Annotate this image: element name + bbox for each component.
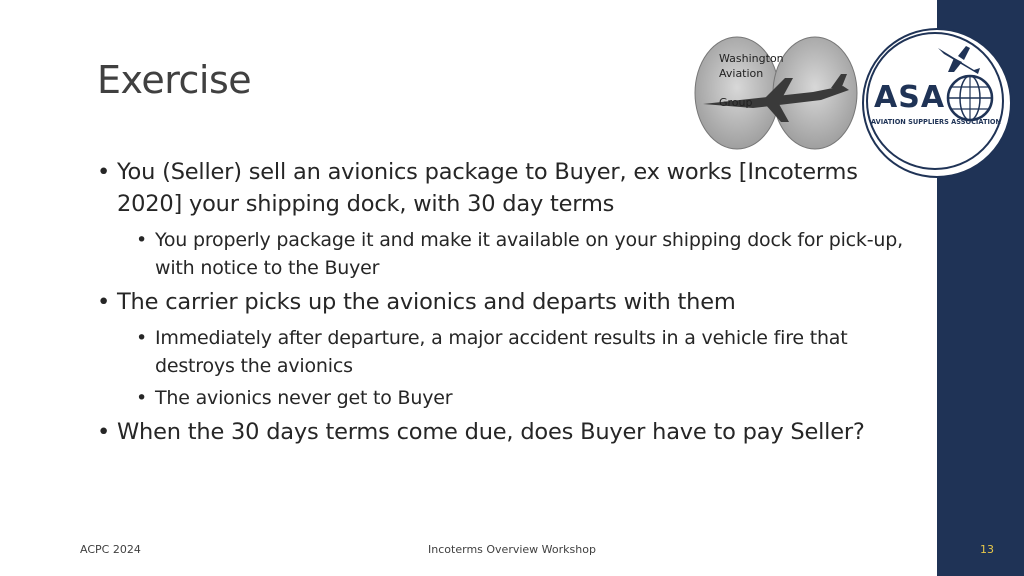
bullet-text: Immediately after departure, a major accident results in a vehicle fire that destroys the avionics [155,327,848,377]
bullet-level1 [97,156,927,220]
bullet-text: You properly package it and make it available on your shipping dock for pick-up, with notice to the Buyer [155,229,903,279]
bullet-dot: • [97,289,111,315]
wag-logo-text-line3: Group [719,96,753,109]
bullet-dot: • [136,387,148,409]
bullet-level1 [97,416,927,448]
bullet-text: When the 30 days terms come due, does Buyer have to pay Seller? [117,419,865,445]
bullet-text: The carrier picks up the avionics and departs with them [117,289,736,315]
washington-aviation-group-logo [693,34,859,152]
asa-logo-subtitle: AVIATION SUPPLIERS ASSOCIATION [870,118,1002,126]
wag-logo-text-line2: Aviation [719,67,764,80]
footer-center: Incoterms Overview Workshop [428,543,596,556]
bullet-level2 [97,226,927,282]
bullet-text: You (Seller) sell an avionics package to Buyer, ex works [Incoterms 2020] your shipping dock, with 30 day terms [117,159,858,217]
bullet-dot: • [136,229,148,251]
slide-body [97,156,927,454]
page-number: 13 [980,543,994,556]
wag-logo-text-line1: Washington [719,52,784,65]
asa-logo-letters: ASA [874,80,946,115]
bullet-dot: • [97,159,111,185]
footer-left: ACPC 2024 [80,543,141,556]
bullet-level2 [97,384,927,412]
bullet-text: The avionics never get to Buyer [155,387,453,409]
slide-title: Exercise [97,58,252,102]
bullet-dot: • [97,419,111,445]
bullet-dot: • [136,327,148,349]
bullet-level2 [97,324,927,380]
bullet-level1 [97,286,927,318]
